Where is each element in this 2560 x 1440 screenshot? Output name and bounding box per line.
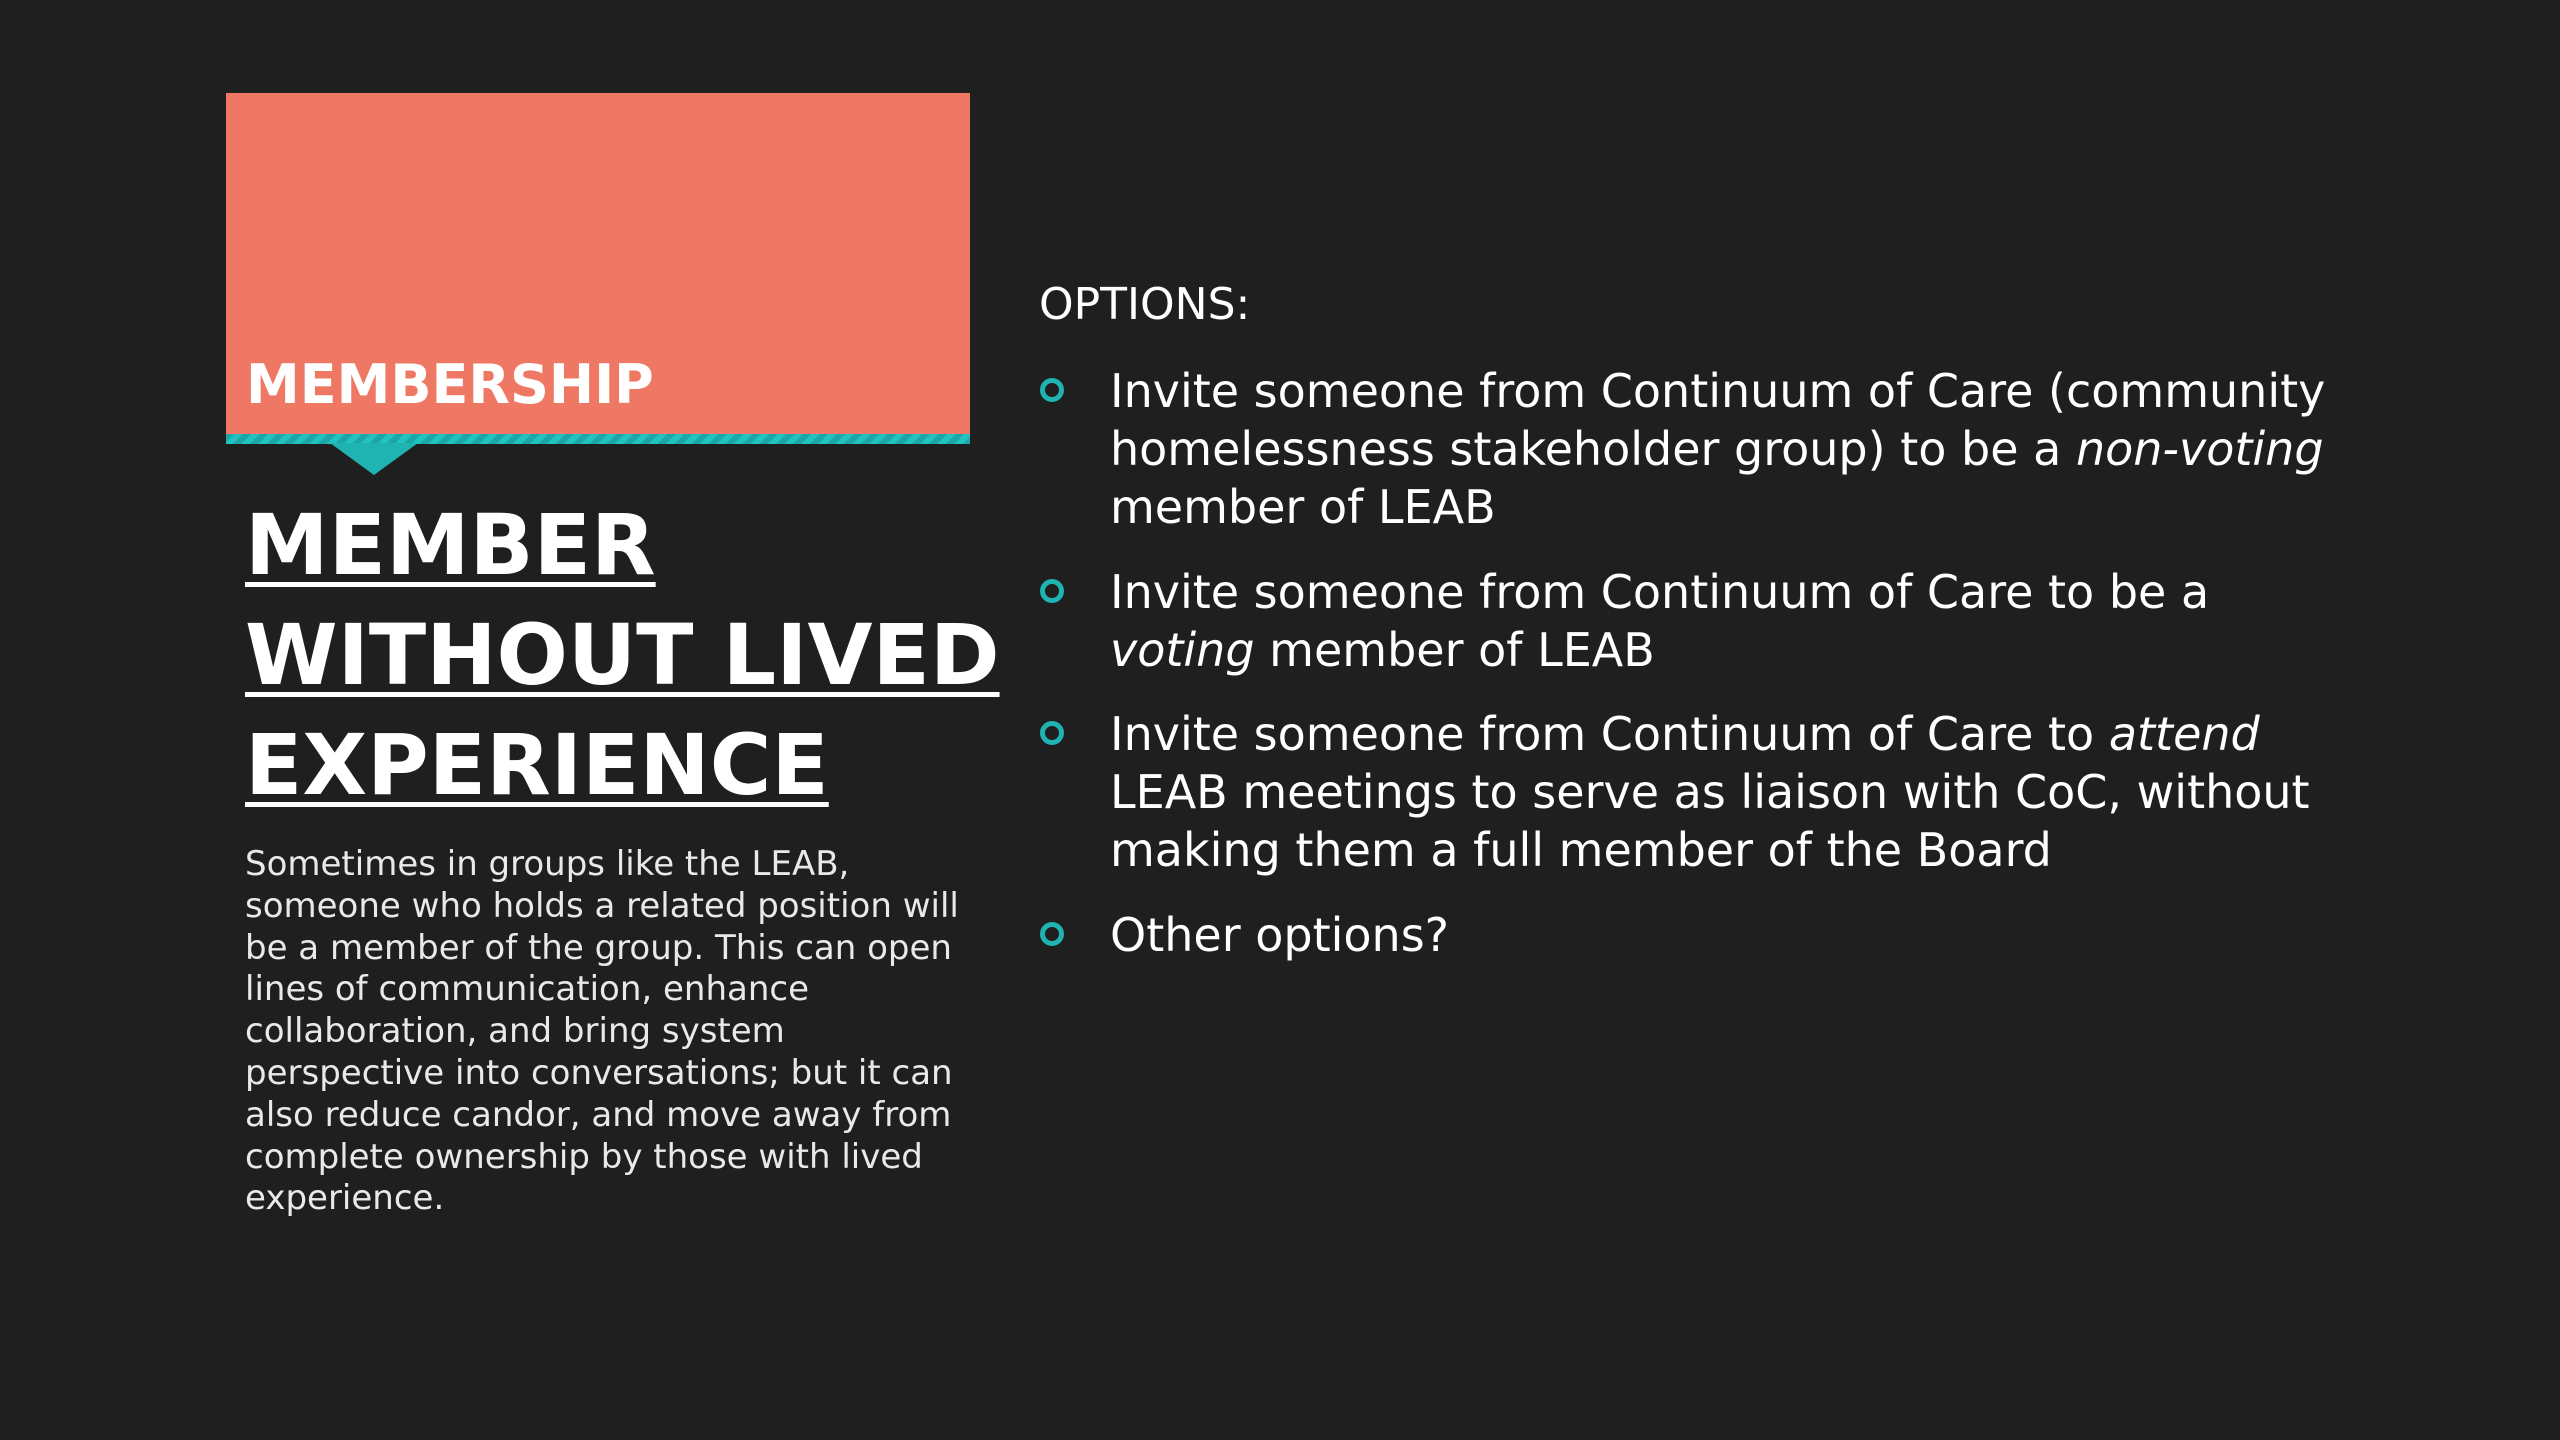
option-emphasis: non-voting (2075, 422, 2324, 476)
option-text (1110, 362, 2350, 536)
bullet-ring-icon (1040, 922, 1064, 946)
slide-title (245, 490, 1000, 820)
option-text-part: member of LEAB (1110, 480, 1496, 534)
description-text: Sometimes in groups like the LEAB, someone who holds a related position will be a member of the group. This can open lines of communication, enhance collaboration, and bring system perspective into conversations; but it can also reduce candor, and move away from complete ownership by those with lived experience. (245, 844, 959, 1219)
option-text (1110, 563, 2350, 679)
option-text (1110, 906, 2350, 964)
title-line: WITHOUT LIVED (245, 606, 1000, 704)
banner-pointer (330, 443, 418, 475)
section-banner (226, 93, 970, 434)
option-text-part: member of LEAB (1254, 623, 1655, 677)
title-line: EXPERIENCE (245, 716, 829, 814)
option-text-part: Invite someone from Continuum of Care to be a (1110, 565, 2210, 619)
option-emphasis: attend (2108, 707, 2260, 761)
section-label: MEMBERSHIP (246, 353, 654, 416)
option-text-part: Other options? (1110, 908, 1450, 962)
bullet-ring-icon (1040, 721, 1064, 745)
option-text-part: LEAB meetings to serve as liaison with CoC, without making them a full member of the Board (1110, 765, 2310, 877)
bullet-ring-icon (1040, 579, 1064, 603)
option-text-part: Invite someone from Continuum of Care (community homelessness stakeholder group) to be a (1110, 364, 2326, 476)
option-text-part: Invite someone from Continuum of Care to (1110, 707, 2109, 761)
option-emphasis: voting (1110, 623, 1255, 677)
options-heading: OPTIONS: (1039, 279, 1251, 330)
option-text (1110, 705, 2350, 879)
bullet-ring-icon (1040, 378, 1064, 402)
title-line: MEMBER (245, 496, 656, 594)
